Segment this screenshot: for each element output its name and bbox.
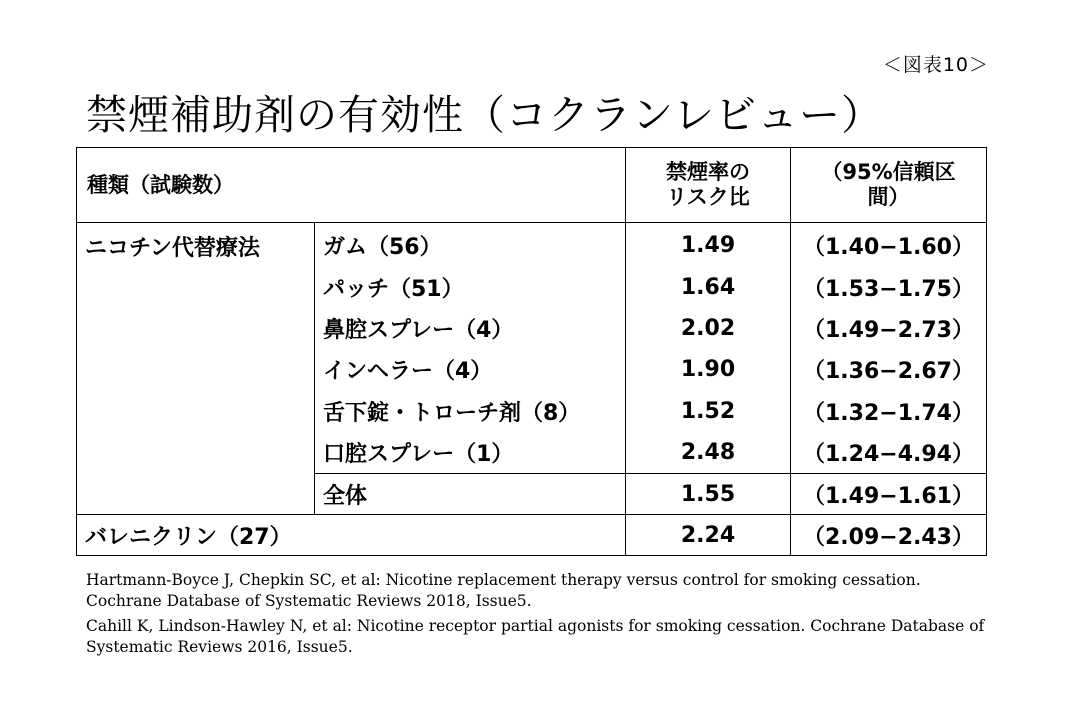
- row-risk-ratio: 2.48: [626, 432, 791, 474]
- header-type: 種類（試験数）: [77, 148, 626, 223]
- row-risk-ratio: 1.52: [626, 391, 791, 432]
- row-ci: （1.32−1.74）: [791, 391, 987, 432]
- varenicline-risk-ratio: 2.24: [626, 515, 791, 556]
- row-ci: （1.49−2.73）: [791, 308, 987, 349]
- header-risk-ratio-line1: 禁煙率の: [666, 160, 750, 184]
- row-risk-ratio: 1.64: [626, 266, 791, 307]
- category-nrt: ニコチン代替療法: [77, 223, 315, 515]
- figure-label: ＜図表10＞: [882, 54, 989, 76]
- row-name: パッチ（51）: [315, 266, 626, 307]
- table-row-varenicline: [77, 515, 987, 556]
- total-name: 全体: [315, 474, 626, 515]
- header-ci-line2: 間）: [867, 185, 910, 209]
- header-risk-ratio: [626, 148, 791, 223]
- reference-1: Hartmann-Boyce J, Chepkin SC, et al: Nicotine replacement therapy versus control for smoking cessation. Cochrane Database of Systematic Reviews 2018, Issue5.: [86, 571, 921, 610]
- total-ci: （1.49−1.61）: [791, 474, 987, 515]
- row-risk-ratio: 2.02: [626, 308, 791, 349]
- header-risk-ratio-line2: リスク比: [666, 185, 750, 209]
- row-ci: （1.36−2.67）: [791, 349, 987, 390]
- row-name: 舌下錠・トローチ剤（8）: [315, 391, 626, 432]
- row-risk-ratio: 1.49: [626, 223, 791, 267]
- row-name: 口腔スプレー（1）: [315, 432, 626, 474]
- row-ci: （1.53−1.75）: [791, 266, 987, 307]
- varenicline-name: バレニクリン（27）: [77, 515, 626, 556]
- row-risk-ratio: 1.90: [626, 349, 791, 390]
- table-header-row: [77, 148, 987, 223]
- total-risk-ratio: 1.55: [626, 474, 791, 515]
- row-name: 鼻腔スプレー（4）: [315, 308, 626, 349]
- table-row: [77, 223, 987, 267]
- efficacy-table: [76, 147, 987, 556]
- slide-title: 禁煙補助剤の有効性（コクランレビュー）: [86, 91, 883, 139]
- row-ci: （1.40−1.60）: [791, 223, 987, 267]
- references: [86, 570, 986, 662]
- reference-2: Cahill K, Lindson-Hawley N, et al: Nicotine receptor partial agonists for smoking cessation. Cochrane Database of Systematic Reviews 2016, Issue5.: [86, 617, 985, 656]
- row-name: インヘラー（4）: [315, 349, 626, 390]
- varenicline-ci: （2.09−2.43）: [791, 515, 987, 556]
- row-ci: （1.24−4.94）: [791, 432, 987, 474]
- row-name: ガム（56）: [315, 223, 626, 267]
- header-ci-line1: （95%信頼区: [821, 160, 956, 184]
- header-confidence-interval: [791, 148, 987, 223]
